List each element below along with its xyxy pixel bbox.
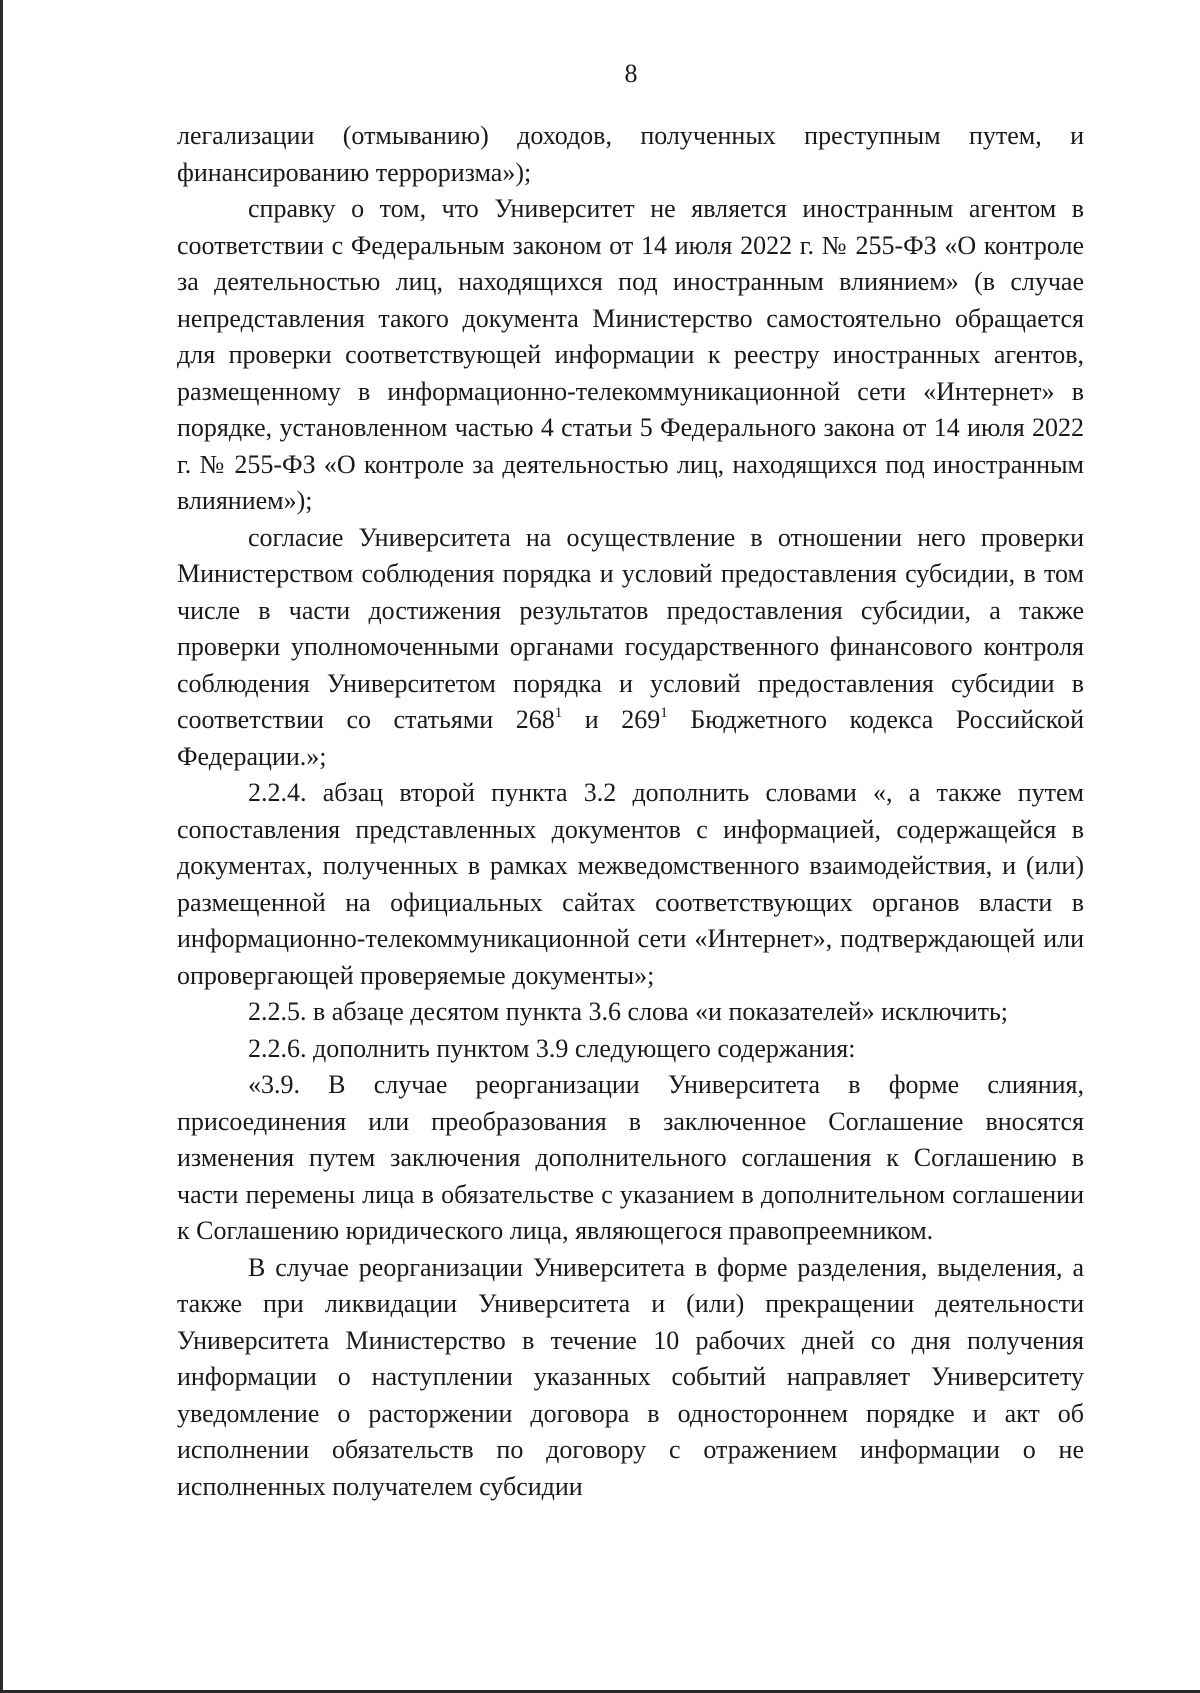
paragraph-4: 2.2.4. абзац второй пункта 3.2 дополнить словами «, а также путем сопоставления представленных документов с информацией, содержащейся в документах, полученных в рамках межведомственного взаимодействия, и (или) размещенной на официальных сайтах соответствующих органов власти в информационно-телекоммуникационной сети «Интернет», подтверждающей или опровергающей проверяемые документы»; <box>177 778 1084 990</box>
paragraph-6: 2.2.6. дополнить пунктом 3.9 следующего содержания: <box>248 1033 856 1063</box>
paragraph-3-text-mid: и 269 <box>562 705 661 734</box>
paragraph-5: 2.2.5. в абзаце десятом пункта 3.6 слова «и показателей» исключить; <box>248 997 1009 1026</box>
superscript-article-268: 1 <box>554 705 563 721</box>
paragraph-7: «3.9. В случае реорганизации Университета в форме слияния, присоединения или преобразования в заключенное Соглашение вносятся изменения путем заключения дополнительного соглашения к Соглашению в части перемены лица в обязательстве с указанием в дополнительном соглашении к Соглашению юридического лица, являющегося правопреемником. <box>177 1070 1084 1245</box>
paragraph-3-text: согласие Университета на осуществление в отношении него проверки Министерством соблюдения порядка и условий предоставления субсидии, в том числе в части достижения результатов предоставления субсидии, а также проверки уполномоченными органами государственного финансового контроля соблюдения Университетом порядка и условий предоставления субсидии в соответствии со статьями 268 <box>177 522 1084 734</box>
paragraph-3 <box>177 520 1084 776</box>
paragraph-3-text-end: Бюджетного кодекса Российской Федерации.»; <box>177 705 1085 771</box>
superscript-article-269: 1 <box>660 705 668 721</box>
paragraph-8: В случае реорганизации Университета в форме разделения, выделения, а также при ликвидации Университета и (или) прекращении деятельности Университета Министерство в течение 10 рабочих дней со дня получения информации о наступлении указанных событий направляет Университету уведомление о расторжении договора в одностороннем порядке и акт об исполнении обязательств по договору с отражением информации о не исполненных получателем субсидии <box>177 1252 1084 1501</box>
paragraph-2: справку о том, что Университет не является иностранным агентом в соответствии с Федеральным законом от 14 июля 2022 г. № 255-ФЗ «О контроле за деятельностью лиц, находящихся под иностранным влиянием» (в случае непредставления такого документа Министерство самостоятельно обращается для проверки соответствующей информации к реестру иностранных агентов, размещенному в информационно-телекоммуникационной сети «Интернет» в порядке, установленном частью 4 статьи 5 Федерального закона от 14 июля 2022 г. № 255-ФЗ «О контроле за деятельностью лиц, находящихся под иностранным влиянием»); <box>177 194 1084 515</box>
paragraph-1: легализации (отмыванию) доходов, полученных преступным путем, и финансированию терроризма»); <box>177 121 1084 187</box>
document-body <box>177 118 1084 1505</box>
scan-border-left <box>0 0 3 1693</box>
page-number: 8 <box>624 59 638 88</box>
